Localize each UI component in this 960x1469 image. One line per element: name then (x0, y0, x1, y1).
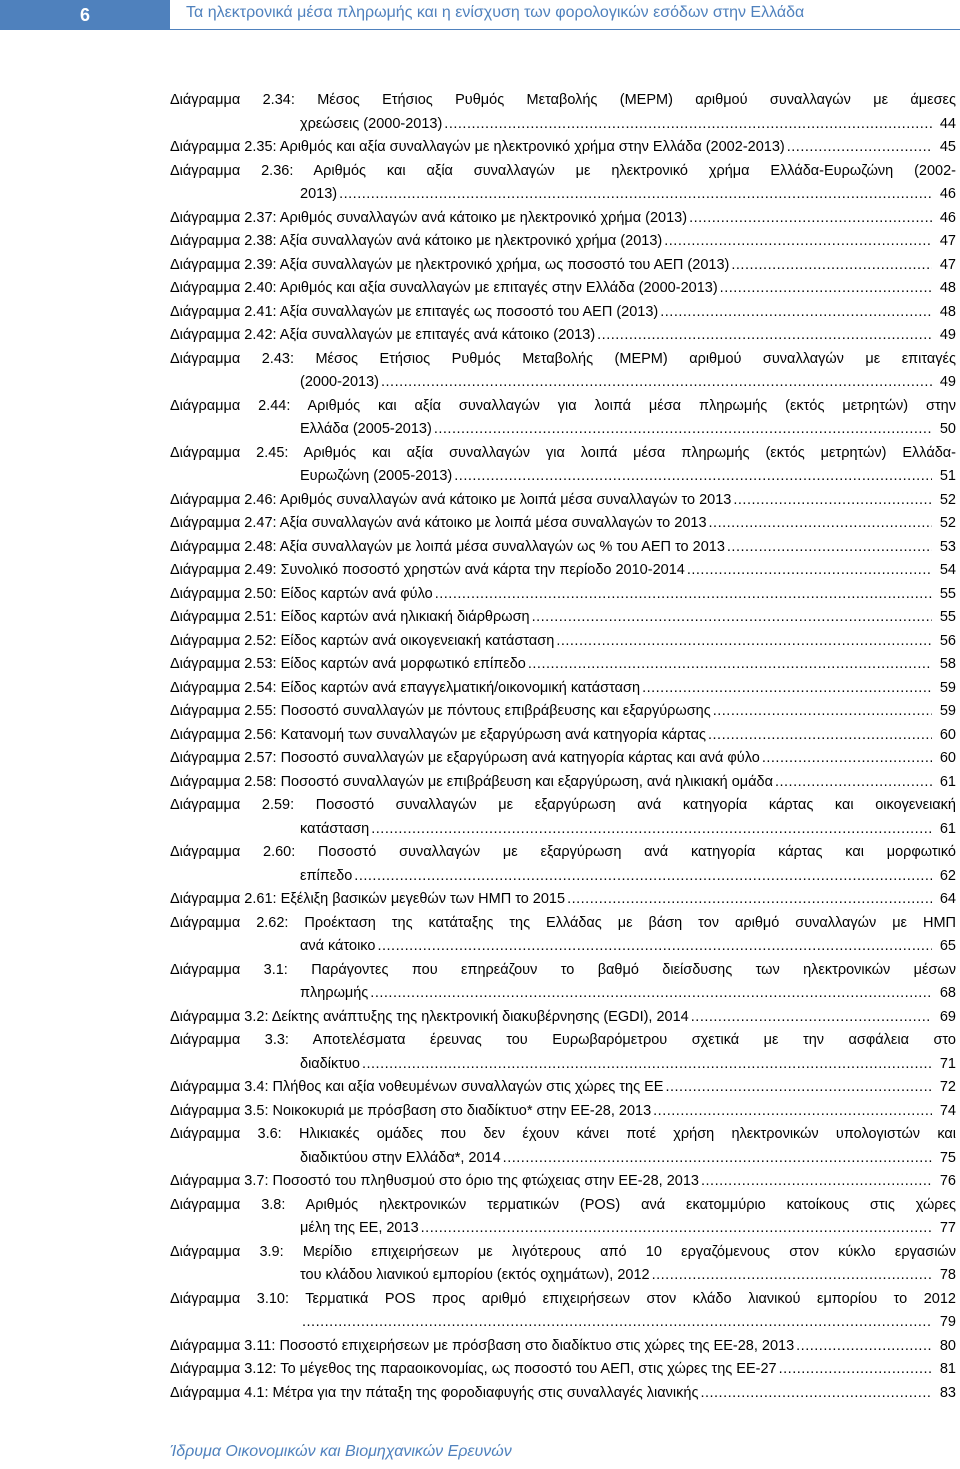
dot-leader (381, 371, 932, 395)
toc-page-number: 72 (939, 1079, 956, 1095)
toc-entry[interactable] (170, 207, 956, 231)
toc-entry[interactable] (170, 536, 956, 560)
toc-page-number: 50 (939, 421, 956, 437)
toc-entry-text: Διάγραμμα 3.4: Πλήθος και αξία νοθευμένων συναλλαγών στις χώρες της ΕΕ (170, 1079, 664, 1095)
dot-leader (421, 1217, 932, 1241)
toc-entry[interactable] (170, 512, 956, 536)
toc-page-number: 58 (939, 656, 956, 672)
toc-entry-text: Διάγραμμα 2.45: Αριθμός και αξία συναλλαγών για λοιπά μέσα πληρωμής (εκτός μετρητών) Ελλάδα- (170, 444, 956, 461)
toc-page-number: 52 (939, 491, 956, 508)
dot-leader (371, 818, 932, 842)
dot-leader (556, 630, 932, 654)
dot-leader (779, 1358, 932, 1382)
toc-entry-text: Διάγραμμα 2.38: Αξία συναλλαγών ανά κάτοικο με ηλεκτρονικό χρήμα (2013) (170, 233, 663, 249)
toc-entry-text: Διάγραμμα 3.9: Μερίδιο επιχειρήσεων με λιγότερους από 10 εργαζόμενους στον κύκλο εργασιών (170, 1243, 956, 1260)
toc-entry[interactable] (170, 254, 956, 278)
toc-entry-text: 2013) (300, 186, 338, 202)
toc-page-number: 49 (939, 327, 956, 343)
toc-entry-text: Διάγραμμα 3.5: Νοικοκυριά με πρόσβαση στο διαδίκτυο* στην ΕΕ-28, 2013 (170, 1102, 652, 1119)
dot-leader (796, 1335, 932, 1359)
toc-entry[interactable] (170, 559, 956, 583)
toc-entry-text: διαδίκτυο (300, 1055, 360, 1072)
toc-page-number: 62 (939, 867, 956, 884)
toc-page-number: 64 (939, 891, 956, 907)
toc-entry-text: Διάγραμμα 4.1: Μέτρα για την πάταξη της φοροδιαφυγής στις συναλλαγές λιανικής (170, 1384, 699, 1401)
toc-entry-text: Διάγραμμα 2.60: Ποσοστό συναλλαγών με εξαργύρωση ανά κατηγορία κάρτας και μορφωτικό (170, 844, 956, 860)
toc-entry-text: Διάγραμμα 3.6: Ηλικιακές ομάδες που δεν έχουν κάνει ποτέ χρήση ηλεκτρονικών υπολογιστών και (170, 1126, 956, 1142)
toc-entry[interactable] (170, 1029, 956, 1076)
toc-entry[interactable] (170, 1288, 956, 1335)
toc-entry-text: Διάγραμμα 2.59: Ποσοστό συναλλαγών με εξαργύρωση ανά κατηγορία κάρτας και οικογενειακή (170, 797, 956, 813)
toc-entry[interactable] (170, 395, 956, 442)
toc-entry[interactable] (170, 583, 956, 607)
toc-entry[interactable] (170, 841, 956, 888)
toc-page-number: 78 (939, 1267, 956, 1283)
toc-page-number: 79 (939, 1314, 956, 1330)
toc-entry-text: (2000-2013) (300, 374, 379, 390)
toc-entry-text: κατάσταση (300, 820, 370, 837)
toc-page-number: 48 (939, 280, 956, 296)
toc-entry-text: Διάγραμμα 2.55: Ποσοστό συναλλαγών με πόντους επιβράβευσης και εξαργύρωσης (170, 703, 711, 719)
toc-page-number: 45 (939, 139, 956, 155)
dot-leader (689, 207, 932, 231)
page-number: 6 (0, 0, 170, 30)
toc-entry-text: Διάγραμμα 2.43: Μέσος Ετήσιος Ρυθμός Μεταβολής (ΜΕΡΜ) αριθμού συναλλαγών με επιταγές (170, 350, 956, 367)
toc-entry-text: Διάγραμμα 2.62: Προέκταση της κατάταξης της Ελλάδας με βάση τον αριθμό συναλλαγών με ΗΜΠ (170, 914, 956, 931)
toc-entry[interactable] (170, 959, 956, 1006)
dot-leader (664, 230, 932, 254)
dot-leader (731, 254, 932, 278)
toc-entry[interactable] (170, 794, 956, 841)
toc-entry-text: Διάγραμμα 3.12: Το μέγεθος της παραοικονομίας, ως ποσοστό του ΑΕΠ, στις χώρες της ΕΕ-27 (170, 1361, 777, 1377)
toc-page-number: 44 (939, 115, 956, 132)
toc-entry[interactable] (170, 348, 956, 395)
toc-entry-text: Διάγραμμα 2.52: Είδος καρτών ανά οικογενειακή κατάσταση (170, 632, 555, 649)
toc-page-number: 61 (939, 773, 956, 790)
dot-leader (597, 324, 932, 348)
dot-leader (713, 700, 932, 724)
toc-entry-text: Διάγραμμα 2.44: Αριθμός και αξία συναλλαγών για λοιπά μέσα πληρωμής (εκτός μετρητών) στην (170, 397, 956, 414)
toc-entry-text: Διάγραμμα 2.49: Συνολικό ποσοστό χρηστών ανά κάρτα την περίοδο 2010-2014 (170, 562, 685, 578)
toc-page-number: 49 (939, 374, 956, 390)
dot-leader (435, 583, 932, 607)
toc-page-number: 56 (939, 632, 956, 649)
toc-entry[interactable] (170, 606, 956, 630)
toc-entry[interactable] (170, 136, 956, 160)
list-of-figures (170, 89, 956, 1405)
page-header (0, 0, 960, 30)
toc-page-number: 71 (939, 1055, 956, 1072)
footer-text: Ίδρυμα Οικονομικών και Βιομηχανικών Ερευνών (170, 1443, 512, 1460)
toc-entry-text: Διάγραμμα 2.54: Είδος καρτών ανά επαγγελματική/οικονομική κατάσταση (170, 679, 641, 696)
toc-entry[interactable] (170, 1170, 956, 1194)
dot-leader (528, 653, 932, 677)
dot-leader (354, 865, 932, 889)
toc-page-number: 81 (939, 1361, 956, 1377)
dot-leader (454, 465, 932, 489)
toc-page-number: 76 (939, 1173, 956, 1189)
dot-leader (762, 747, 932, 771)
toc-entry-text: Διάγραμμα 2.51: Είδος καρτών ανά ηλικιακή διάρθρωση (170, 609, 530, 625)
dot-leader (775, 771, 932, 795)
toc-entry-text: ανά κάτοικο (300, 938, 376, 954)
toc-entry-text: Διάγραμμα 2.48: Αξία συναλλαγών με λοιπά μέσα συναλλαγών ως % του ΑΕΠ το 2013 (170, 538, 725, 555)
toc-page-number: 80 (939, 1337, 956, 1354)
toc-entry-text: Διάγραμμα 3.2: Δείκτης ανάπτυξης της ηλεκτρονική διακυβέρνησης (EGDI), 2014 (170, 1008, 689, 1025)
toc-entry[interactable] (170, 301, 956, 325)
dot-leader (532, 606, 932, 630)
toc-entry[interactable] (170, 324, 956, 348)
toc-entry-text: Διάγραμμα 2.39: Αξία συναλλαγών με ηλεκτρονικό χρήμα, ως ποσοστό του ΑΕΠ (2013) (170, 256, 730, 273)
toc-entry[interactable] (170, 677, 956, 701)
dot-leader (302, 1311, 932, 1335)
toc-entry-text: Διάγραμμα 2.47: Αξία συναλλαγών ανά κάτοικο με λοιπά μέσα συναλλαγών το 2013 (170, 515, 707, 531)
dot-leader (720, 277, 932, 301)
toc-entry-text: χρεώσεις (2000-2013) (300, 115, 443, 132)
toc-entry[interactable] (170, 277, 956, 301)
toc-page-number: 60 (939, 750, 956, 766)
toc-entry-text: Διάγραμμα 2.57: Ποσοστό συναλλαγών με εξαργύρωση ανά κατηγορία κάρτας και ανά φύλο (170, 750, 760, 766)
toc-page-number: 53 (939, 538, 956, 555)
toc-page-number: 74 (939, 1102, 956, 1119)
toc-entry-text: Διάγραμμα 2.34: Μέσος Ετήσιος Ρυθμός Μεταβολής (ΜΕΡΜ) αριθμού συναλλαγών με άμεσες (170, 92, 956, 108)
toc-entry-text: Διάγραμμα 3.10: Τερματικά POS προς αριθμό επιχειρήσεων στον κλάδο λιανικού εμπορίου το 2012 (170, 1290, 956, 1307)
toc-entry-text: Διάγραμμα 2.35: Αριθμός και αξία συναλλαγών με ηλεκτρονικό χρήμα στην Ελλάδα (2002-2013) (170, 139, 785, 155)
toc-page-number: 54 (939, 562, 956, 578)
toc-entry[interactable] (170, 888, 956, 912)
dot-leader (434, 418, 932, 442)
dot-leader (727, 536, 932, 560)
dot-leader (339, 183, 932, 207)
toc-entry-text: Διάγραμμα 3.3: Αποτελέσματα έρευνας του Ευρωβαρόμετρου σχετικά με την ασφάλεια στο (170, 1032, 956, 1048)
toc-entry-text: Διάγραμμα 2.42: Αξία συναλλαγών με επιταγές ανά κάτοικο (2013) (170, 327, 596, 343)
toc-entry[interactable] (170, 230, 956, 254)
dot-leader (709, 512, 932, 536)
dot-leader (642, 677, 932, 701)
dot-leader (370, 982, 932, 1006)
dot-leader (700, 1382, 932, 1406)
toc-entry-text: Διάγραμμα 2.50: Είδος καρτών ανά φύλο (170, 585, 433, 602)
toc-entry[interactable] (170, 1358, 956, 1382)
toc-page-number: 47 (939, 233, 956, 249)
toc-entry[interactable] (170, 1076, 956, 1100)
toc-entry[interactable] (170, 1100, 956, 1124)
toc-page-number: 48 (939, 303, 956, 320)
dot-leader (691, 1006, 932, 1030)
toc-entry-text: Διάγραμμα 2.53: Είδος καρτών ανά μορφωτικό επίπεδο (170, 656, 526, 672)
toc-page-number: 46 (939, 186, 956, 202)
toc-page-number: 83 (939, 1384, 956, 1401)
toc-entry[interactable] (170, 1006, 956, 1030)
toc-page-number: 52 (939, 515, 956, 531)
toc-entry-text: Διάγραμμα 2.36: Αριθμός και αξία συναλλαγών με ηλεκτρονικό χρήμα Ελλάδα-Ευρωζώνη (2002- (170, 162, 956, 179)
header-rule (170, 29, 960, 30)
toc-page-number: 55 (939, 609, 956, 625)
toc-entry[interactable] (170, 747, 956, 771)
dot-leader (652, 1264, 932, 1288)
dot-leader (708, 724, 932, 748)
toc-entry[interactable] (170, 912, 956, 959)
toc-entry[interactable] (170, 89, 956, 136)
dot-leader (701, 1170, 932, 1194)
toc-entry-text: Διάγραμμα 3.11: Ποσοστό επιχειρήσεων με πρόσβαση στο διαδίκτυο στις χώρες της ΕΕ-28, 2013 (170, 1337, 795, 1354)
toc-entry[interactable] (170, 724, 956, 748)
toc-entry[interactable] (170, 442, 956, 489)
toc-entry[interactable] (170, 1335, 956, 1359)
dot-leader (362, 1053, 932, 1077)
toc-page-number: 59 (939, 679, 956, 696)
toc-entry-text: Διάγραμμα 2.58: Ποσοστό συναλλαγών με επιβράβευση και εξαργύρωση, ανά ηλικιακή ομάδα (170, 773, 773, 790)
toc-entry-text: Διάγραμμα 3.7: Ποσοστό του πληθυσμού στο όριο της φτώχειας στην ΕΕ-28, 2013 (170, 1173, 699, 1189)
toc-entry-text: Ευρωζώνη (2005-2013) (300, 468, 453, 484)
toc-page-number: 65 (939, 938, 956, 954)
toc-entry-text: Διάγραμμα 2.56: Κατανομή των συναλλαγών με εξαργύρωση ανά κατηγορία κάρτας (170, 726, 706, 743)
toc-page-number: 75 (939, 1149, 956, 1166)
toc-page-number: 77 (939, 1220, 956, 1236)
toc-entry-text: διαδικτύου στην Ελλάδα*, 2014 (300, 1149, 501, 1166)
toc-entry-text: Ελλάδα (2005-2013) (300, 421, 432, 437)
toc-entry-text: Διάγραμμα 2.46: Αριθμός συναλλαγών ανά κάτοικο με λοιπά μέσα συναλλαγών το 2013 (170, 491, 732, 508)
toc-entry[interactable] (170, 1194, 956, 1241)
header-title: Τα ηλεκτρονικά μέσα πληρωμής και η ενίσχυση των φορολογικών εσόδων στην Ελλάδα (186, 4, 805, 21)
toc-page-number: 55 (939, 585, 956, 602)
toc-entry[interactable] (170, 630, 956, 654)
toc-page-number: 47 (939, 256, 956, 273)
dot-leader (733, 489, 932, 513)
toc-entry-text: Διάγραμμα 3.1: Παράγοντες που επηρεάζουν το βαθμό διείσδυσης των ηλεκτρονικών μέσων (170, 961, 956, 978)
toc-page-number: 61 (939, 820, 956, 837)
toc-page-number: 69 (939, 1008, 956, 1025)
toc-entry-text: Διάγραμμα 3.8: Αριθμός ηλεκτρονικών τερματικών (POS) ανά εκατομμύριο κατοίκους στις χώρες (170, 1196, 956, 1213)
toc-entry-text: Διάγραμμα 2.41: Αξία συναλλαγών με επιταγές ως ποσοστό του ΑΕΠ (2013) (170, 303, 659, 320)
toc-page-number: 46 (939, 209, 956, 226)
toc-entry-text: Διάγραμμα 2.40: Αριθμός και αξία συναλλαγών με επιταγές στην Ελλάδα (2000-2013) (170, 280, 718, 296)
toc-entry-text: Διάγραμμα 2.61: Εξέλιξη βασικών μεγεθών των ΗΜΠ το 2015 (170, 891, 566, 907)
toc-entry[interactable] (170, 160, 956, 207)
toc-entry[interactable] (170, 489, 956, 513)
toc-entry-text: του κλάδου λιανικού εμπορίου (εκτός οχημάτων), 2012 (300, 1267, 650, 1283)
toc-entry[interactable] (170, 1123, 956, 1170)
dot-leader (653, 1100, 932, 1124)
toc-entry[interactable] (170, 1241, 956, 1288)
dot-leader (787, 136, 932, 160)
toc-entry[interactable] (170, 1382, 956, 1406)
toc-entry-text: επίπεδο (300, 867, 353, 884)
toc-entry-text: μέλη της ΕΕ, 2013 (300, 1220, 419, 1236)
dot-leader (665, 1076, 932, 1100)
toc-entry-text: πληρωμής (300, 985, 369, 1001)
toc-page-number: 68 (939, 985, 956, 1001)
dot-leader (444, 113, 932, 137)
toc-page-number: 60 (939, 726, 956, 743)
toc-entry[interactable] (170, 771, 956, 795)
dot-leader (687, 559, 932, 583)
dot-leader (503, 1147, 932, 1171)
toc-page-number: 59 (939, 703, 956, 719)
toc-page-number: 51 (939, 468, 956, 484)
dot-leader (377, 935, 932, 959)
dot-leader (660, 301, 932, 325)
toc-entry[interactable] (170, 653, 956, 677)
dot-leader (567, 888, 932, 912)
toc-entry-text: Διάγραμμα 2.37: Αριθμός συναλλαγών ανά κάτοικο με ηλεκτρονικό χρήμα (2013) (170, 209, 688, 226)
toc-entry[interactable] (170, 700, 956, 724)
